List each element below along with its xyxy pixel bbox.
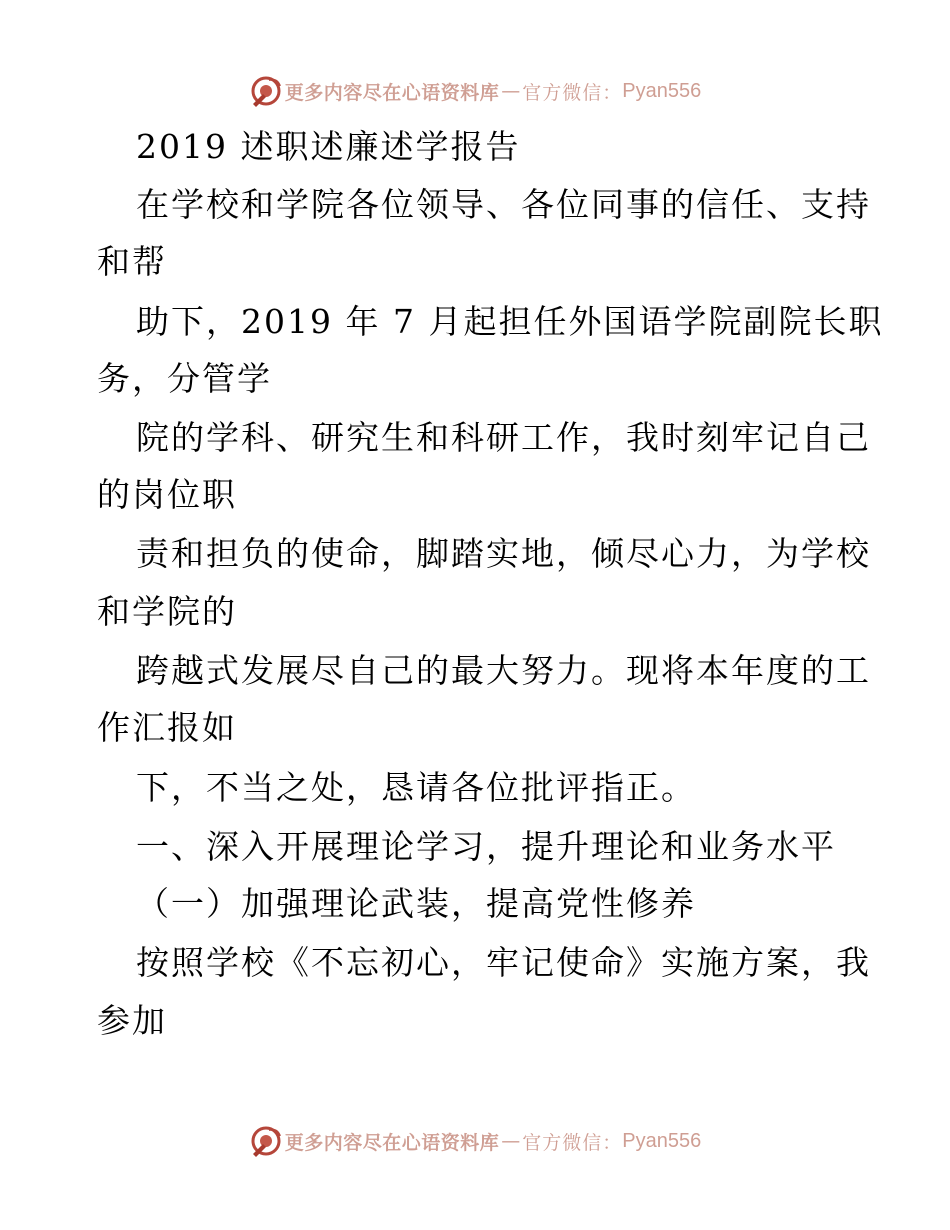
watermark-wechat-id: Pyan556 xyxy=(622,79,702,102)
watermark-separator: — xyxy=(501,80,521,102)
paragraph-line: 跨越式发展尽自己的最大努力。现将本年度的工 xyxy=(136,651,871,690)
red-pen-circle-logo-icon xyxy=(249,74,283,108)
watermark-site-text: 更多内容尽在心语资料库 xyxy=(284,1131,500,1154)
paragraph-line: 院的学科、研究生和科研工作，我时刻牢记自己 xyxy=(136,418,871,457)
watermark-official-label: 官方微信： xyxy=(522,81,623,104)
paragraph-line: 助下，2019 年 7 月起担任外国语学院副院长职 xyxy=(136,302,884,341)
watermark-header xyxy=(0,71,950,111)
paragraph-line: 作汇报如 xyxy=(97,708,237,747)
paragraph-line: 和帮 xyxy=(97,242,167,281)
section-heading: 一、深入开展理论学习，提升理论和业务水平 xyxy=(136,827,836,866)
paragraph-line: 下，不当之处，恳请各位批评指正。 xyxy=(136,768,696,807)
paragraph-line: 按照学校《不忘初心，牢记使命》实施方案，我 xyxy=(136,943,871,982)
watermark-site-text: 更多内容尽在心语资料库 xyxy=(284,81,500,104)
watermark-wechat-id: Pyan556 xyxy=(622,1129,702,1152)
paragraph-line: 务，分管学 xyxy=(97,359,272,398)
paragraph-line: 在学校和学院各位领导、各位同事的信任、支持 xyxy=(136,185,871,224)
paragraph-line: 参加 xyxy=(97,1001,167,1040)
watermark-footer xyxy=(0,1121,950,1161)
paragraph-line: 的岗位职 xyxy=(97,475,237,514)
subsection-heading: （一）加强理论武装，提高党性修养 xyxy=(136,884,696,923)
red-pen-circle-logo-icon xyxy=(249,1124,283,1158)
watermark-official-label: 官方微信： xyxy=(522,1131,623,1154)
paragraph-line: 责和担负的使命，脚踏实地，倾尽心力，为学校 xyxy=(136,534,871,573)
document-title: 2019 述职述廉述学报告 xyxy=(136,127,521,166)
watermark-separator: — xyxy=(501,1130,521,1152)
paragraph-line: 和学院的 xyxy=(97,592,237,631)
